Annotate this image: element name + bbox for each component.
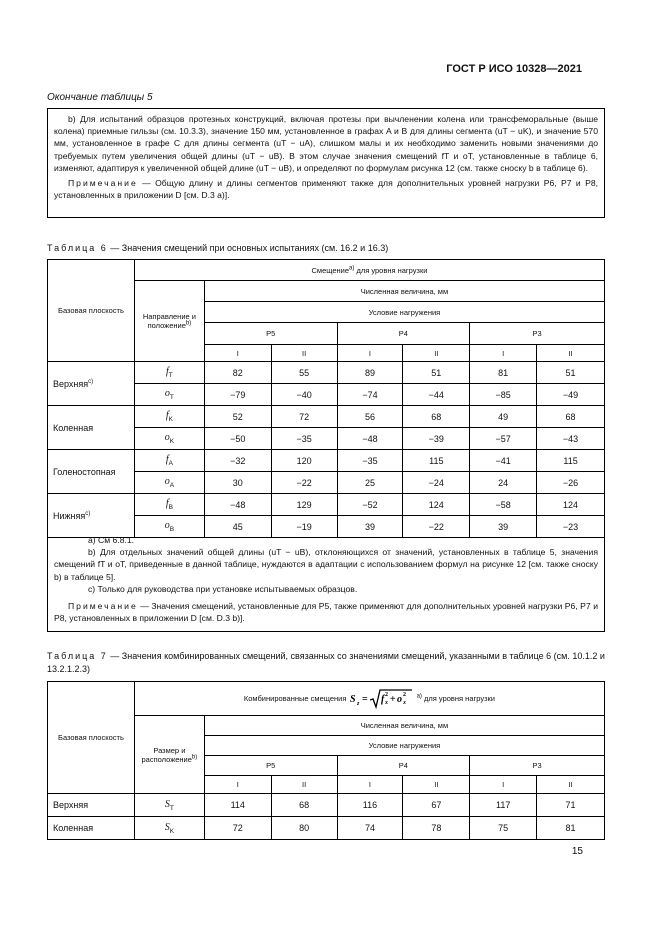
t6-cond: II bbox=[403, 345, 470, 362]
value-cell: 24 bbox=[470, 472, 537, 494]
t6-cond: II bbox=[271, 345, 337, 362]
t6-note: Примечание — Значения смещений, установленные для P5, также применяют для дополнительных уровней нагрузки P6, P7 и P8, установленных в приложении D [см. D.3 b)]. bbox=[54, 601, 598, 624]
t7-level: P3 bbox=[470, 756, 605, 776]
value-cell: −39 bbox=[403, 428, 470, 450]
value-cell: −50 bbox=[204, 428, 271, 450]
offset-symbol: $f_B$ bbox=[134, 494, 204, 516]
svg-text:f: f bbox=[381, 693, 385, 705]
value-cell: 120 bbox=[271, 450, 337, 472]
table-row bbox=[48, 450, 605, 472]
value-cell: 39 bbox=[470, 516, 537, 538]
value-cell: −85 bbox=[470, 384, 537, 406]
note-paragraph bbox=[54, 177, 598, 201]
t7-cond: I bbox=[470, 776, 537, 794]
value-cell: −44 bbox=[403, 384, 470, 406]
table5-notes bbox=[47, 108, 605, 218]
value-cell: −40 bbox=[271, 384, 337, 406]
value-cell: 114 bbox=[204, 794, 271, 817]
value-cell: −58 bbox=[470, 494, 537, 516]
value-cell: −22 bbox=[403, 516, 470, 538]
base-plane-name: Коленная bbox=[48, 406, 135, 450]
offset-symbol: $f_A$ bbox=[134, 450, 204, 472]
base-plane-name: Верхняя$^{c)}$ bbox=[48, 362, 135, 406]
value-cell: 67 bbox=[403, 794, 470, 817]
table7-caption-text: — Значения комбинированных смещений, связанных со значениями смещений, указанными в таблице 6 (см. 10.1.2 и 13.2.1.2.3) bbox=[47, 651, 605, 674]
t6-footnote-c: c) Только для руководства при установке испытываемых образцов. bbox=[88, 583, 358, 594]
value-cell: −52 bbox=[337, 494, 403, 516]
table7-caption bbox=[47, 650, 607, 676]
value-cell: 80 bbox=[271, 817, 337, 840]
value-cell: 68 bbox=[403, 406, 470, 428]
t6-cond: I bbox=[204, 345, 271, 362]
value-cell: 117 bbox=[470, 794, 537, 817]
value-cell: −22 bbox=[271, 472, 337, 494]
t7-head-numeric: Численная величина, мм bbox=[204, 716, 604, 736]
value-cell: 115 bbox=[403, 450, 470, 472]
value-cell: −26 bbox=[537, 472, 605, 494]
value-cell: 30 bbox=[204, 472, 271, 494]
value-cell: 82 bbox=[204, 362, 271, 384]
value-cell: −43 bbox=[537, 428, 605, 450]
offset-symbol: $o_K$ bbox=[134, 428, 204, 450]
value-cell: 68 bbox=[271, 794, 337, 817]
base-plane-name: Нижняя$^{c)}$ bbox=[48, 494, 135, 538]
base-plane-name: Верхняя bbox=[48, 794, 135, 817]
svg-text:x: x bbox=[403, 699, 407, 706]
t6-head-numeric: Численная величина, мм bbox=[204, 281, 604, 302]
table-row bbox=[48, 362, 605, 384]
t7-cond: I bbox=[204, 776, 271, 794]
value-cell: 56 bbox=[337, 406, 403, 428]
t6-body bbox=[48, 362, 605, 538]
t7-level: P5 bbox=[204, 756, 337, 776]
value-cell: −24 bbox=[403, 472, 470, 494]
value-cell: 25 bbox=[337, 472, 403, 494]
t6-level: P3 bbox=[470, 323, 605, 345]
value-cell: −19 bbox=[271, 516, 337, 538]
value-cell: 55 bbox=[271, 362, 337, 384]
value-cell: −35 bbox=[337, 450, 403, 472]
base-plane-name: Голеностопная bbox=[48, 450, 135, 494]
continuation-label: Окончание таблицы 5 bbox=[47, 92, 153, 103]
t6-head-offset: Смещение$^{a)}$ для уровня нагрузки bbox=[134, 260, 604, 281]
footnote-b: b) Для испытаний образцов протезных конструкций, включая протезы при вычленении колена или трансфеморальные (выше колена) приемные гильзы (см. 10.3.3), значение 150 мм, установленное в графах A и B для длины сегмента (uT − uK), и значение 570 мм, установленное в графе C для длины сегмента (uT − uA), слишком малы и их необходимо заменить новыми значениями до требуемых путем увеличения общей длины (uT − uB). В этом случае значения смещений fT и oT, установленные в таблице 6, изменяют, адаптируя к увеличенной общей длине (uT − uB), и определяют по формулам рисунка 12 (см. также сноску b в таблице 6). bbox=[54, 114, 598, 173]
value-cell: −23 bbox=[537, 516, 605, 538]
value-cell: 51 bbox=[537, 362, 605, 384]
value-cell: 129 bbox=[271, 494, 337, 516]
value-cell: 51 bbox=[403, 362, 470, 384]
value-cell: 49 bbox=[470, 406, 537, 428]
combined-offset-formula bbox=[348, 687, 414, 711]
value-cell: −79 bbox=[204, 384, 271, 406]
offset-symbol: $f_T$ bbox=[134, 362, 204, 384]
table-row bbox=[48, 794, 605, 817]
offset-symbol: $f_K$ bbox=[134, 406, 204, 428]
value-cell: 72 bbox=[271, 406, 337, 428]
value-cell: −49 bbox=[537, 384, 605, 406]
value-cell: 71 bbox=[537, 794, 605, 817]
svg-text:S: S bbox=[350, 693, 357, 705]
value-cell: 115 bbox=[537, 450, 605, 472]
t6-cond: II bbox=[537, 345, 605, 362]
document-header: ГОСТ Р ИСО 10328—2021 bbox=[446, 63, 582, 75]
value-cell: 116 bbox=[337, 794, 403, 817]
table6-caption bbox=[47, 243, 388, 253]
t7-head-size: Размер и расположение$^{b)}$ bbox=[134, 716, 204, 794]
t7-head-combined: Комбинированные смещения S z = f 2 x + o 2 x $^{a)}$ для уровня нагрузки bbox=[134, 682, 604, 716]
offset-symbol: $o_T$ bbox=[134, 384, 204, 406]
value-cell: 52 bbox=[204, 406, 271, 428]
value-cell: 89 bbox=[337, 362, 403, 384]
t7-head-condition: Условие нагружения bbox=[204, 736, 604, 756]
value-cell: 78 bbox=[403, 817, 470, 840]
table-row bbox=[48, 494, 605, 516]
offset-symbol: $S_K$ bbox=[134, 817, 204, 840]
t7-cond: II bbox=[271, 776, 337, 794]
t7-body bbox=[48, 794, 605, 840]
t6-level: P4 bbox=[337, 323, 470, 345]
table6-caption-label: Таблица 6 bbox=[47, 243, 108, 253]
t6-level: P5 bbox=[204, 323, 337, 345]
table6-footnotes bbox=[47, 532, 605, 632]
value-cell: −57 bbox=[470, 428, 537, 450]
t7-cond: II bbox=[537, 776, 605, 794]
t6-head-dir: Направление и положение$^{b)}$ bbox=[134, 281, 204, 362]
svg-text:x: x bbox=[385, 699, 389, 706]
offset-symbol: $o_A$ bbox=[134, 472, 204, 494]
value-cell: 124 bbox=[537, 494, 605, 516]
table6-caption-text: — Значения смещений при основных испытаниях (см. 16.2 и 16.3) bbox=[107, 243, 389, 253]
svg-text:2: 2 bbox=[385, 691, 389, 698]
t6-cond: I bbox=[470, 345, 537, 362]
svg-text:=: = bbox=[362, 693, 369, 705]
svg-text:z: z bbox=[357, 700, 360, 707]
value-cell: 39 bbox=[337, 516, 403, 538]
t7-level: P4 bbox=[337, 756, 470, 776]
t6-cond: I bbox=[337, 345, 403, 362]
svg-text:o: o bbox=[397, 693, 403, 705]
value-cell: 81 bbox=[470, 362, 537, 384]
note-label: Примечание bbox=[68, 178, 138, 189]
table-row bbox=[48, 817, 605, 840]
svg-text:2: 2 bbox=[403, 691, 407, 698]
t6-head-base: Базовая плоскость bbox=[48, 260, 135, 362]
value-cell: −41 bbox=[470, 450, 537, 472]
value-cell: 124 bbox=[403, 494, 470, 516]
note-text: — Общую длину и длины сегментов применяют также для дополнительных уровней нагрузки P6, P7 и P8, установленных в приложении D [см. D.3 a)]. bbox=[54, 178, 598, 201]
value-cell: 45 bbox=[204, 516, 271, 538]
svg-text:+: + bbox=[390, 693, 397, 705]
value-cell: 72 bbox=[204, 817, 271, 840]
t7-head-base: Базовая плоскость bbox=[48, 682, 135, 794]
offset-symbol: $o_B$ bbox=[134, 516, 204, 538]
value-cell: −35 bbox=[271, 428, 337, 450]
value-cell: −48 bbox=[337, 428, 403, 450]
t6-footnote-b: b) Для отдельных значений общей длины (uT − uB), отклоняющихся от значений, установленных в таблице 5, значения смещений fT и oT, приведенные в данной таблице, нуждаются в адаптации с использованием формул на рисунке 12 [см. также сноску b) в таблице 5]. bbox=[54, 547, 598, 582]
table7-caption-label: Таблица 7 bbox=[47, 651, 108, 661]
value-cell: 74 bbox=[337, 817, 403, 840]
t7-cond: I bbox=[337, 776, 403, 794]
value-cell: −74 bbox=[337, 384, 403, 406]
t6-footnote-a: a) См 6.8.1. bbox=[88, 535, 135, 545]
table6 bbox=[47, 259, 605, 538]
value-cell: −32 bbox=[204, 450, 271, 472]
value-cell: −48 bbox=[204, 494, 271, 516]
value-cell: 75 bbox=[470, 817, 537, 840]
t7-cond: II bbox=[403, 776, 470, 794]
base-plane-name: Коленная bbox=[48, 817, 135, 840]
value-cell: 81 bbox=[537, 817, 605, 840]
table-row bbox=[48, 406, 605, 428]
table7 bbox=[47, 681, 605, 840]
page-number: 15 bbox=[571, 846, 583, 857]
value-cell: 68 bbox=[537, 406, 605, 428]
offset-symbol: $S_T$ bbox=[134, 794, 204, 817]
t6-head-condition: Условие нагружения bbox=[204, 302, 604, 323]
